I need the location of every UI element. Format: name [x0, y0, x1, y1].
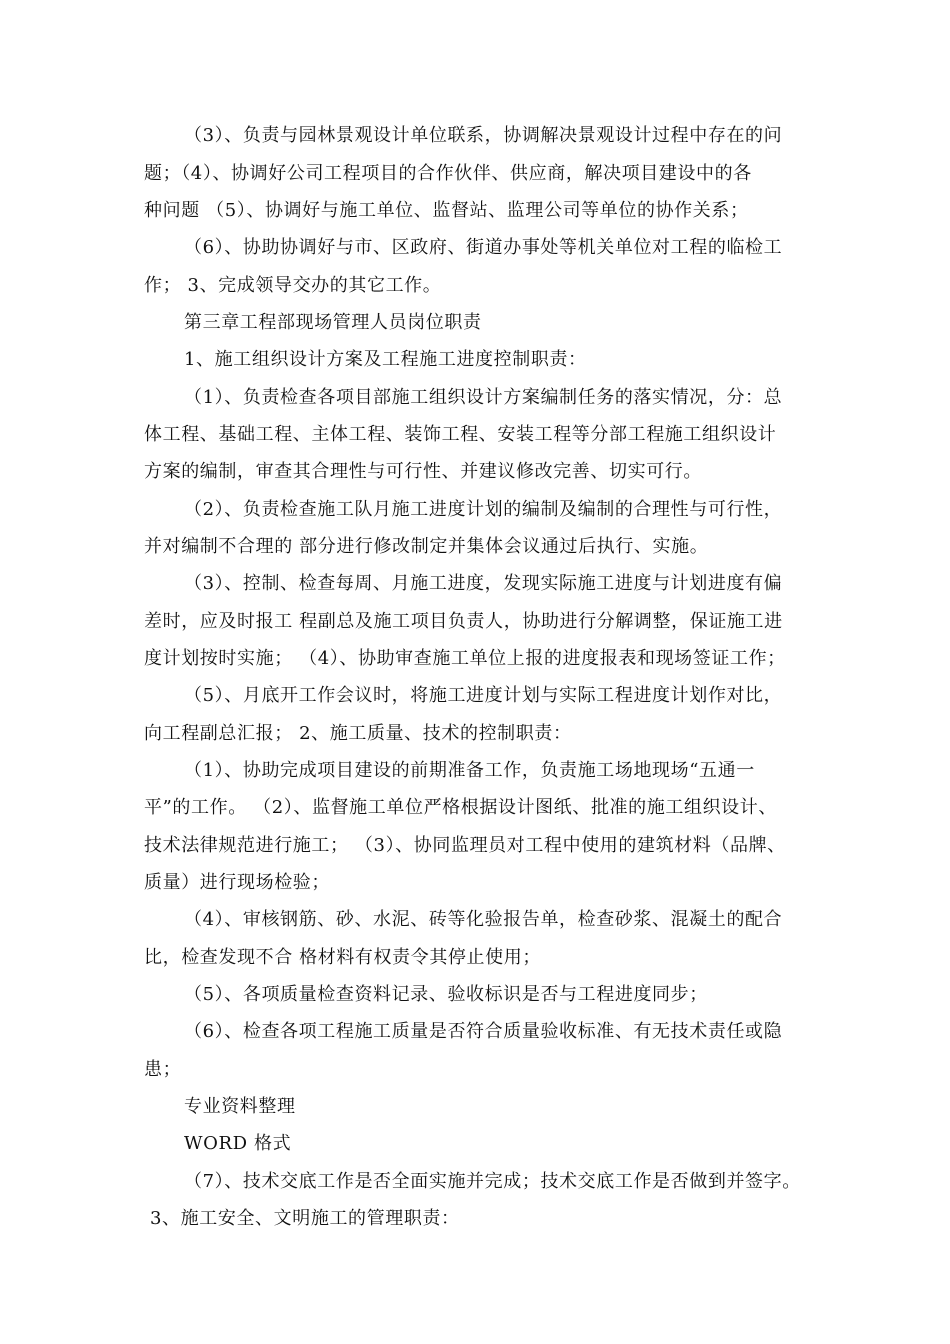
text-line: （7）、技术交底工作是否全面实施并完成；技术交底工作是否做到并签字。	[184, 1171, 801, 1192]
text-line: 比，检查发现不合 格材料有权责令其停止使用；	[144, 947, 541, 968]
text-line: 质量）进行现场检验；	[144, 872, 330, 893]
text-line: 体工程、基础工程、主体工程、装饰工程、安装工程等分部工程施工组织设计	[144, 424, 777, 445]
text-line: 方案的编制，审查其合理性与可行性、并建议修改完善、切实可行。	[144, 461, 702, 482]
text-line: 向工程副总汇报； 2、施工质量、技术的控制职责：	[144, 723, 572, 744]
text-line: 作； 3、完成领导交办的其它工作。	[144, 275, 442, 296]
text-line: （5）、月底开工作会议时，将施工进度计划与实际工程进度计划作对比，	[184, 685, 783, 706]
text-line: （2）、负责检查施工队月施工进度计划的编制及编制的合理性与可行性，	[184, 499, 783, 520]
text-line: 差时，应及时报工 程副总及施工项目负责人，协助进行分解调整，保证施工进	[144, 611, 783, 632]
watermark-text: 专业资料整理	[184, 1096, 296, 1117]
text-line: （3）、负责与园林景观设计单位联系，协调解决景观设计过程中存在的问	[184, 125, 783, 146]
section-heading: 1、施工组织设计方案及工程施工进度控制职责：	[184, 349, 587, 370]
text-line: 技术法律规范进行施工； （3）、协同监理员对工程中使用的建筑材料（品牌、	[144, 835, 786, 856]
text-line: 种问题 （5）、协调好与施工单位、监督站、监理公司等单位的协作关系；	[144, 200, 749, 221]
text-line: （6）、检查各项工程施工质量是否符合质量验收标准、有无技术责任或隐	[184, 1021, 783, 1042]
text-line: 并对编制不合理的 部分进行修改制定并集体会议通过后执行、实施。	[144, 536, 709, 557]
text-line: （4）、审核钢筋、砂、水泥、砖等化验报告单，检查砂浆、混凝土的配合	[184, 909, 783, 930]
chapter-heading: 第三章工程部现场管理人员岗位职责	[184, 312, 482, 333]
text-line: （5）、各项质量检查资料记录、验收标识是否与工程进度同步；	[184, 984, 708, 1005]
text-line: 平”的工作。 （2）、监督施工单位严格根据设计图纸、批准的施工组织设计、	[144, 797, 777, 818]
text-line: 度计划按时实施； （4）、协助审查施工单位上报的进度报表和现场签证工作；	[144, 648, 786, 669]
section-heading: 3、施工安全、文明施工的管理职责：	[150, 1208, 460, 1229]
text-line: （3）、控制、检查每周、月施工进度，发现实际施工进度与计划进度有偏	[184, 573, 783, 594]
text-line: （1）、负责检查各项目部施工组织设计方案编制任务的落实情况，分：总	[184, 387, 783, 408]
watermark-text: WORD 格式	[184, 1133, 292, 1154]
text-line: 患；	[144, 1059, 182, 1080]
text-line: 题；（4）、协调好公司工程项目的合作伙伴、供应商，解决项目建设中的各	[144, 163, 752, 184]
text-line: （1）、协助完成项目建设的前期准备工作，负责施工场地现场“五通一	[184, 760, 755, 781]
text-line: （6）、协助协调好与市、区政府、街道办事处等机关单位对工程的临检工	[184, 237, 783, 258]
